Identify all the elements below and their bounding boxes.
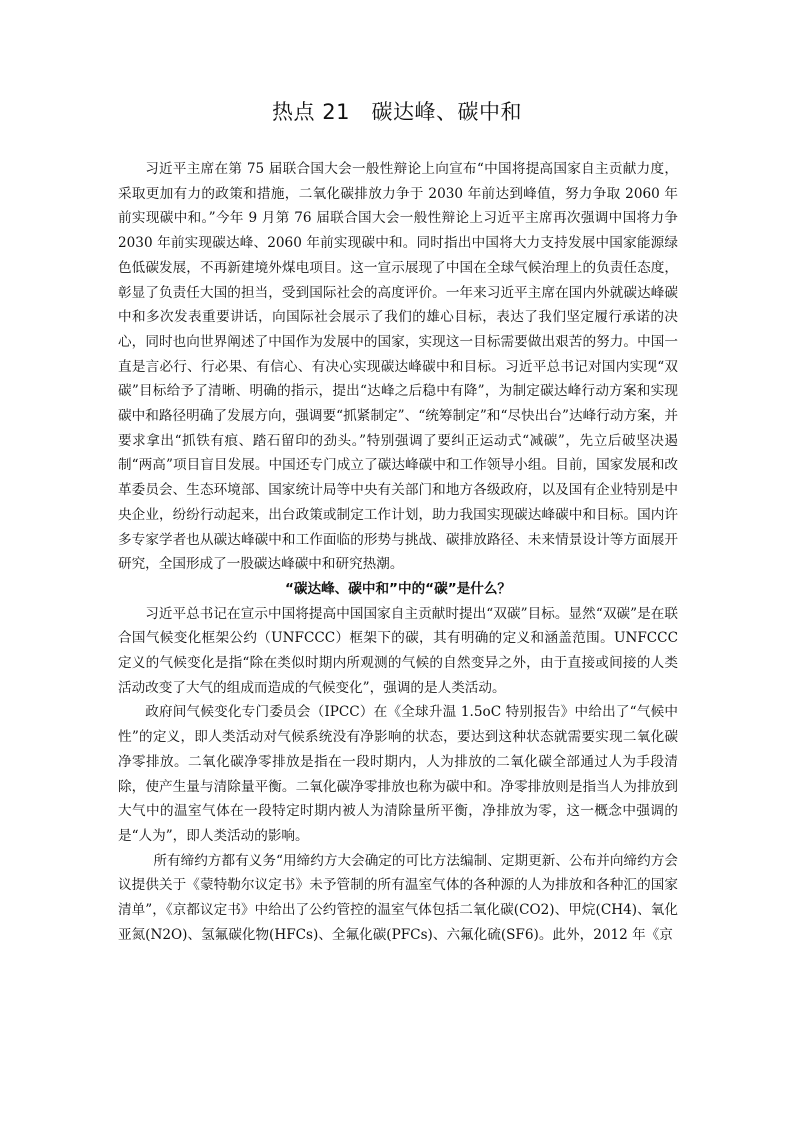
section-paragraph-2: 政府间气候变化专门委员会（IPCC）在《全球升温 1.5oC 特别报告》中给出了“气候中性”的定义，即人类活动对气候系统没有净影响的状态，要达到这种状态就需要实现二氧化碳净零排放。二氧化碳净零排放是指在一段时期内，人为排放的二氧化碳全部通过人为手段清除，使产生量与清除量平衡。二氧化碳净零排放也称为碳中和。净零排放则是指当人为排放到大气中的温室气体在一段特定时期内被人为清除量所平衡，净排放为零，这一概念中强调的是“人为”，即人类活动的影响。 [118, 704, 678, 844]
section-paragraph-3: 所有缔约方都有义务“用缔约方大会确定的可比方法编制、定期更新、公布并向缔约方会议提供关于《蒙特勒尔议定书》未予管制的所有温室气体的各种源的人为排放和各种汇的国家清单”，《京都议定书》中给出了公约管控的温室气体包括二氧化碳(CO2)、甲烷(CH4)、氧化亚氮(N2O)、氢氟碳化物(HFCs)、全氟化碳(PFCs)、六氟化硫(SF6)。此外，2012 年《京 [118, 852, 678, 943]
section-paragraph-1: 习近平总书记在宣示中国将提高中国国家自主贡献时提出“双碳”目标。显然“双碳”是在联合国气候变化框架公约（UNFCCC）框架下的碳，其有明确的定义和涵盖范围。UNFCCC 定义的气候变化是指“除在类似时期内所观测的气候的自然变异之外，由于直接或间接的人类活动改变了大气的组成而造成的气候变化”，强调的是人类活动。 [118, 605, 678, 696]
section-heading: “碳达峰、碳中和”中的“碳”是什么？ [284, 580, 512, 597]
document-body [118, 157, 678, 948]
intro-paragraph: 习近平主席在第 75 届联合国大会一般性辩论上向宣布“中国将提高国家自主贡献力度，采取更加有力的政策和措施，二氧化碳排放力争于 2030 年前达到峰值，努力争取 2060 年前实现碳中和。”今年 9 月第 76 届联合国大会一般性辩论上习近平主席再次强调中国将力争 2030 年前实现碳达峰、2060 年前实现碳中和。同时指出中国将大力支持发展中国家能源绿色低碳发展，不再新建境外煤电项目。这一宣示展现了中国在全球气候治理上的负责任态度，彰显了负责任大国的担当，受到国际社会的高度评价。一年来习近平主席在国内外就碳达峰碳中和多次发表重要讲话，向国际社会展示了我们的雄心目标，表达了我们坚定履行承诺的决心，同时也向世界阐述了中国作为发展中的国家，实现这一目标需要做出艰苦的努力。中国一直是言必行、行必果、有信心、有决心实现碳达峰碳中和目标。习近平总书记对国内实现“双碳”目标给予了清晰、明确的指示，提出“达峰之后稳中有降”，为制定碳达峰行动方案和实现碳中和路径明确了发展方向，强调要“抓紧制定”、“统筹制定”和“尽快出台”达峰行动方案，并要求拿出“抓铁有痕、踏石留印的劲头。”特别强调了要纠正运动式“减碳”，先立后破坚决遏制“两高”项目盲目发展。中国还专门成立了碳达峰碳中和工作领导小组。目前，国家发展和改革委员会、生态环境部、国家统计局等中央有关部门和地方各级政府，以及国有企业特别是中央企业，纷纷行动起来，出台政策或制定工作计划，助力我国实现碳达峰碳中和目标。国内许多专家学者也从碳达峰碳中和工作面临的形势与挑战、碳排放路径、未来情景设计等方面展开研究，全国形成了一股碳达峰碳中和研究热潮。 [118, 161, 678, 573]
page-title: 热点 21 碳达峰、碳中和 [272, 100, 522, 124]
